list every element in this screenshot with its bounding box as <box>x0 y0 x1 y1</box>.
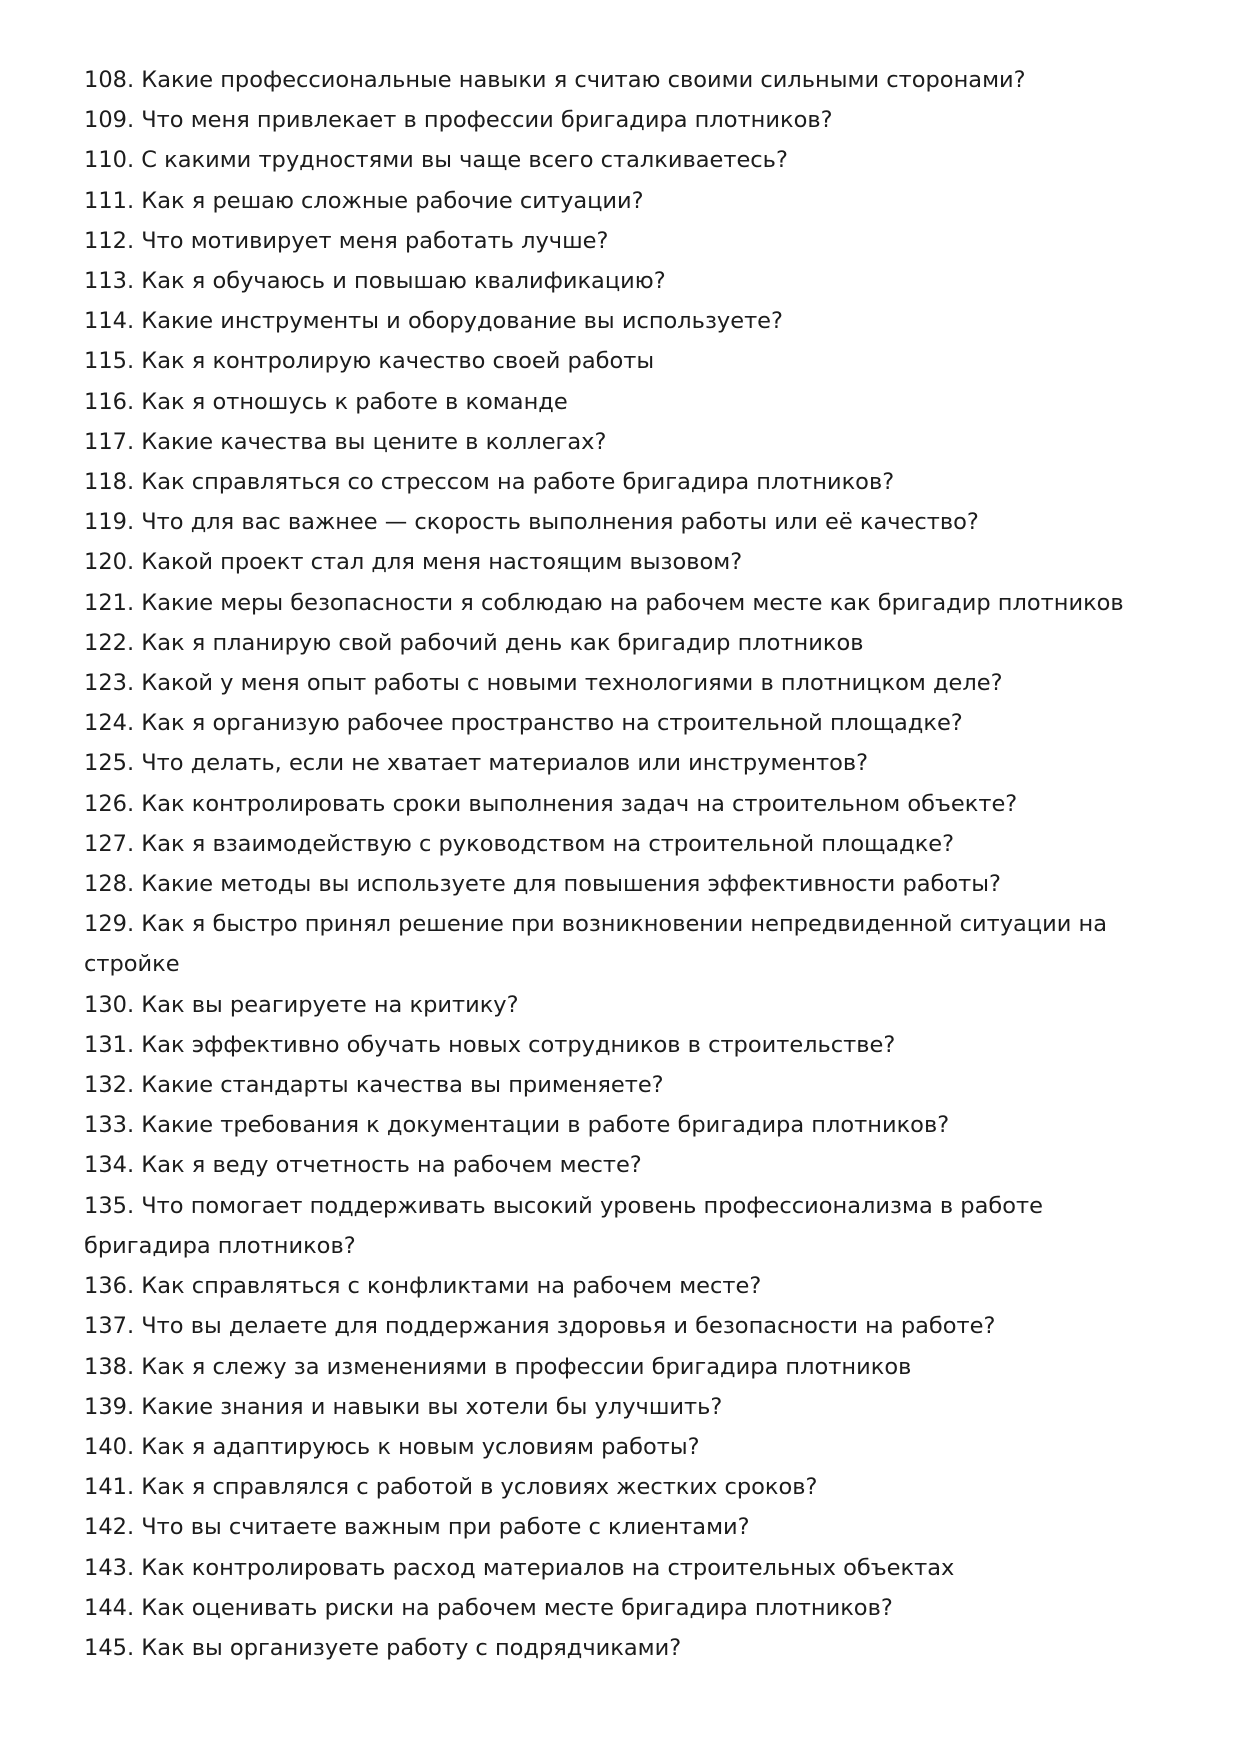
list-item: 109. Что меня привлекает в профессии бригадира плотников? <box>84 107 833 134</box>
list-item: 137. Что вы делаете для поддержания здоровья и безопасности на работе? <box>84 1313 996 1340</box>
list-item: 110. С какими трудностями вы чаще всего сталкиваетесь? <box>84 147 788 174</box>
list-item: 141. Как я справлялся с работой в условиях жестких сроков? <box>84 1474 818 1501</box>
list-item: 126. Как контролировать сроки выполнения задач на строительном объекте? <box>84 790 1018 817</box>
list-item: 144. Как оценивать риски на рабочем месте бригадира плотников? <box>84 1594 893 1621</box>
list-item: 127. Как я взаимодействую с руководством на строительной площадке? <box>84 830 955 857</box>
list-item: 108. Какие профессиональные навыки я считаю своими сильными сторонами? <box>84 67 1026 93</box>
list-item: 136. Как справляться с конфликтами на рабочем месте? <box>84 1273 762 1300</box>
list-item: 143. Как контролировать расход материалов на строительных объектах <box>84 1554 955 1581</box>
list-item: 142. Что вы считаете важным при работе с клиентами? <box>84 1514 750 1541</box>
list-item: 125. Что делать, если не хватает материалов или инструментов? <box>84 750 869 777</box>
list-item: 114. Какие инструменты и оборудование вы используете? <box>84 308 783 335</box>
list-item: 115. Как я контролирую качество своей работы <box>84 348 655 375</box>
list-item: 130. Как вы реагируете на критику? <box>84 991 519 1018</box>
list-item: 116. Как я отношусь к работе в команде <box>84 388 568 415</box>
list-item: 124. Как я организую рабочее пространство на строительной площадке? <box>84 710 963 737</box>
list-item: 138. Как я слежу за изменениями в профессии бригадира плотников <box>84 1353 912 1380</box>
list-item: 117. Какие качества вы цените в коллегах? <box>84 428 607 455</box>
list-item: 145. Как вы организуете работу с подрядчиками? <box>84 1634 682 1661</box>
list-item: 118. Как справляться со стрессом на работе бригадира плотников? <box>84 469 895 496</box>
list-item: 129. Как я быстро принял решение при возникновении непредвиденной ситуации на стройке <box>84 911 1108 978</box>
list-item: 111. Как я решаю сложные рабочие ситуации? <box>84 187 644 214</box>
list-item: 134. Как я веду отчетность на рабочем месте? <box>84 1152 642 1179</box>
list-item: 121. Какие меры безопасности я соблюдаю на рабочем месте как бригадир плотников <box>84 589 1124 616</box>
list-item: 135. Что помогает поддерживать высокий уровень профессионализма в работе бригадира плотников? <box>84 1192 1043 1259</box>
list-item: 132. Какие стандарты качества вы применяете? <box>84 1072 664 1099</box>
question-list <box>84 60 1164 1668</box>
list-item: 120. Какой проект стал для меня настоящим вызовом? <box>84 549 743 576</box>
list-item: 119. Что для вас важнее — скорость выполнения работы или её качество? <box>84 509 979 536</box>
list-item: 133. Какие требования к документации в работе бригадира плотников? <box>84 1112 950 1139</box>
list-item: 140. Как я адаптируюсь к новым условиям работы? <box>84 1433 700 1460</box>
list-item: 123. Какой у меня опыт работы с новыми технологиями в плотницком деле? <box>84 670 1003 697</box>
list-item: 122. Как я планирую свой рабочий день как бригадир плотников <box>84 629 864 656</box>
list-item: 128. Какие методы вы используете для повышения эффективности работы? <box>84 871 1001 898</box>
list-item: 131. Как эффективно обучать новых сотрудников в строительстве? <box>84 1031 896 1058</box>
list-item: 139. Какие знания и навыки вы хотели бы улучшить? <box>84 1393 723 1420</box>
list-item: 113. Как я обучаюсь и повышаю квалификацию? <box>84 268 666 295</box>
list-item: 112. Что мотивирует меня работать лучше? <box>84 227 609 254</box>
